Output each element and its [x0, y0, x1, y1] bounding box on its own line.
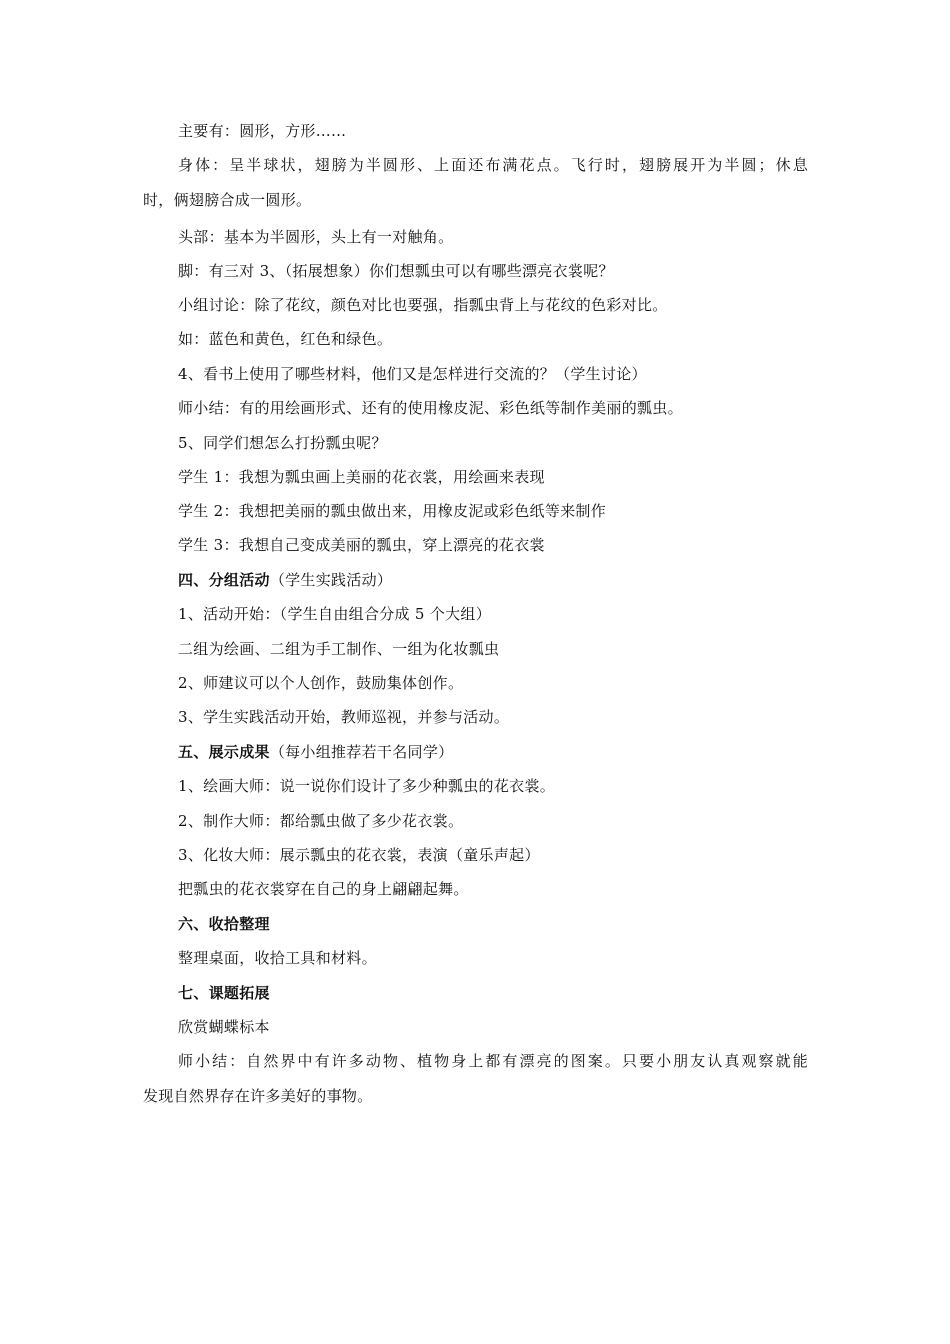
text-line: 脚：有三对 3、（拓展想象）你们想瓢虫可以有哪些漂亮衣裳呢？	[178, 262, 614, 280]
section-heading-title: 四、分组活动	[178, 571, 270, 589]
text-line: 发现自然界存在许多美好的事物。	[143, 1087, 373, 1105]
text-line: 二组为绘画、二组为手工制作、一组为化妆瓢虫	[178, 640, 500, 658]
text-line: 1、绘画大师：说一说你们设计了多少种瓢虫的花衣裳。	[178, 777, 556, 795]
text-line: 3、学生实践活动开始，教师巡视，并参与活动。	[178, 708, 510, 726]
text-line: 把瓢虫的花衣裳穿在自己的身上翩翩起舞。	[178, 880, 469, 898]
text-line: 师小结：自然界中有许多动物、植物身上都有漂亮的图案。只要小朋友认真观察就能	[178, 1052, 808, 1070]
text-line: 如：蓝色和黄色，红色和绿色。	[178, 330, 393, 348]
section-heading-note: （每小组推荐若干名同学）	[269, 743, 454, 761]
text-line: 小组讨论：除了花纹，颜色对比也要强，指瓢虫背上与花纹的色彩对比。	[178, 296, 668, 314]
section-heading: 六、收拾整理	[178, 915, 270, 933]
text-line: 2、师建议可以个人创作，鼓励集体创作。	[178, 674, 464, 692]
text-line: 时，俩翅膀合成一圆形。	[143, 191, 312, 209]
text-line: 主要有：圆形，方形……	[178, 122, 347, 140]
text-line: 3、化妆大师：展示瓢虫的花衣裳，表演（童乐声起）	[178, 846, 540, 864]
section-heading	[178, 742, 453, 762]
section-heading	[178, 570, 392, 590]
text-line: 学生 3：我想自己变成美丽的瓢虫，穿上漂亮的花衣裳	[178, 536, 545, 554]
text-line: 2、制作大师：都给瓢虫做了多少花衣裳。	[178, 812, 464, 830]
text-line: 5、同学们想怎么打扮瓢虫呢？	[178, 434, 387, 452]
text-line: 4、看书上使用了哪些材料，他们又是怎样进行交流的？（学生讨论）	[178, 365, 647, 383]
text-line: 身体：呈半球状，翅膀为半圆形、上面还布满花点。飞行时，翅膀展开为半圆；休息	[178, 156, 808, 174]
text-line: 1、活动开始：（学生自由组合分成 5 个大组）	[178, 605, 492, 623]
section-heading-note: （学生实践活动）	[269, 571, 393, 589]
text-line: 欣赏蝴蝶标本	[178, 1018, 270, 1036]
section-heading: 七、课题拓展	[178, 984, 270, 1002]
text-line: 学生 1：我想为瓢虫画上美丽的花衣裳，用绘画来表现	[178, 468, 545, 486]
text-line: 学生 2：我想把美丽的瓢虫做出来，用橡皮泥或彩色纸等来制作	[178, 502, 607, 520]
section-heading-title: 五、展示成果	[178, 743, 270, 761]
text-line: 整理桌面，收拾工具和材料。	[178, 949, 377, 967]
text-line: 师小结：有的用绘画形式、还有的使用橡皮泥、彩色纸等制作美丽的瓢虫。	[178, 399, 683, 417]
text-line: 头部：基本为半圆形，头上有一对触角。	[178, 228, 454, 246]
